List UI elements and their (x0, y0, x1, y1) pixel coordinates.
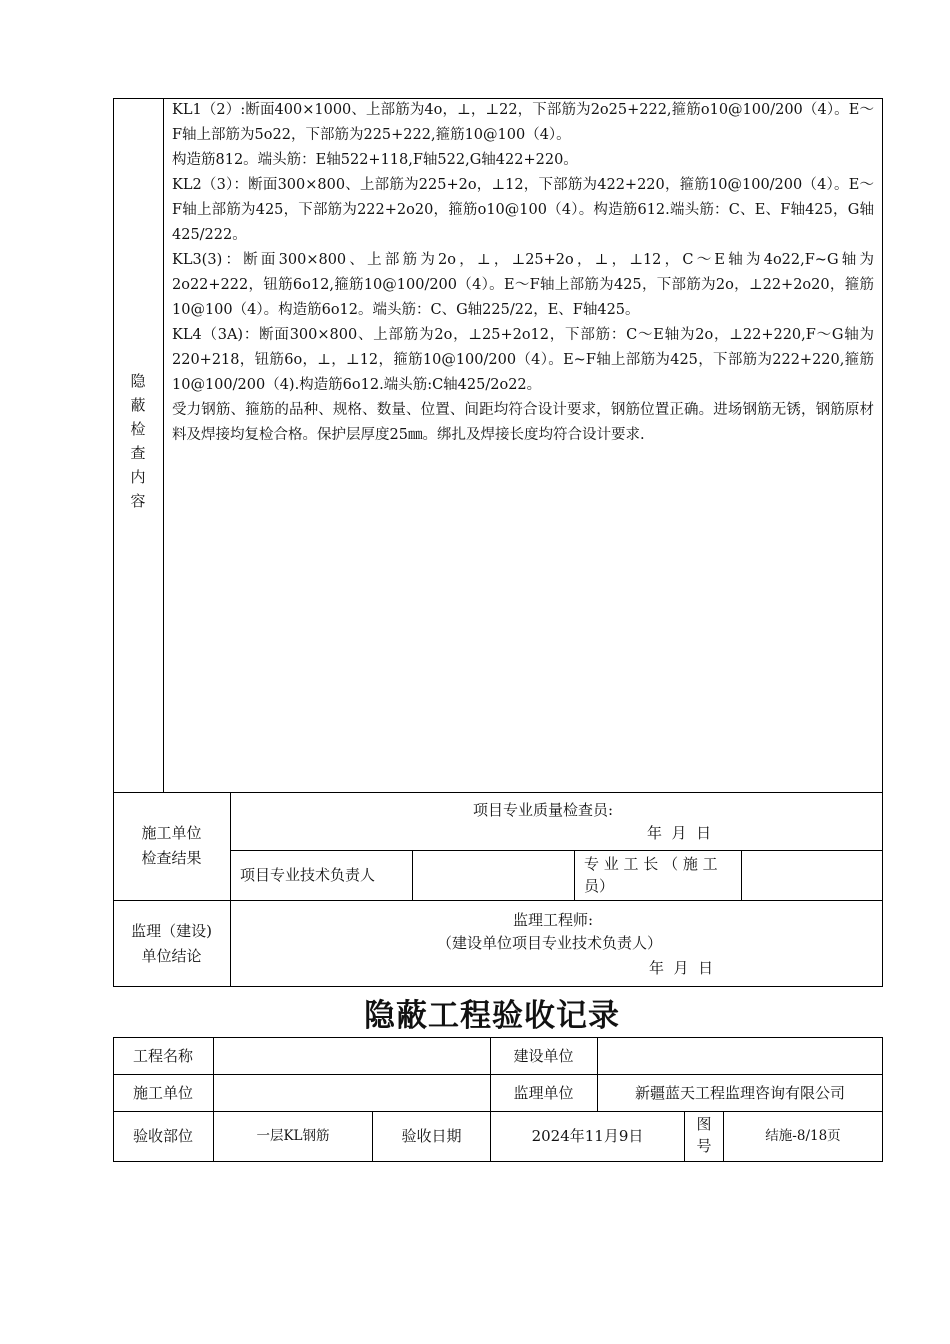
label-char: 检 (130, 420, 146, 438)
project-name-label: 工程名称 (132, 1047, 193, 1065)
foreman-label (584, 853, 736, 897)
content-paragraph: KL3(3)：断面300×800、上部筋为2ο，⊥，⊥25+2ο，⊥，⊥12，C～E轴为4ο22,F~G轴为2ο22+222，钮筋6ο12,箍筋10@100/200（4）。E～F轴上部筋为425，下部筋为2ο，⊥22+2ο20，箍筋10@100（4）。构造筋6ο12。端头筋：C、G轴225/22，E、F轴425。 (172, 252, 874, 318)
tech-lead-signature[interactable] (413, 851, 574, 900)
label-line: 检查结果 (141, 849, 202, 867)
label-line: 单位结论 (141, 947, 202, 965)
supervisor-value: 新疆蓝天工程监理咨询有限公司 (634, 1084, 845, 1102)
contractor-value[interactable] (214, 1082, 490, 1104)
date-value: 2024年11月9日 (531, 1127, 644, 1145)
content-paragraph: 构造筋812。端头筋：E轴522+118,F轴522,G轴422+220。 (172, 152, 578, 168)
supervision-label (113, 920, 230, 967)
construction-date-field: 年 月 日 (647, 824, 712, 842)
supervision-date-field: 年 月 日 (649, 959, 714, 977)
supervisor-label: 监理单位 (513, 1084, 574, 1102)
content-paragraph: 受力钢筋、箍筋的品种、规格、数量、位置、间距均符合设计要求，钢筋位置正确。进场钢筋无锈，钢筋原材料及焊接均复检合格。保护层厚度25㎜。绑扎及焊接长度均符合设计要求. (172, 402, 874, 443)
label-char: 蔽 (130, 396, 146, 414)
content-paragraph: KL2（3）：断面300×800、上部筋为225+2ο，⊥12，下部筋为422+220，箍筋10@100/200（4）。E～F轴上部筋为425，下部筋为222+2ο20，箍筋ο10@100（4）。构造筋612.端头筋：C、E、F轴425，G轴425/222。 (172, 177, 874, 243)
quality-inspector-field: 项目专业质量检查员: (473, 801, 614, 819)
label-line: 监理（建设) (131, 922, 212, 940)
page-title: 隐蔽工程验收记录 (364, 998, 620, 1034)
drawing-label (685, 1113, 723, 1157)
supervision-engineer-field: 监理工程师: (513, 911, 594, 929)
label-line: 员） (584, 877, 615, 895)
tech-lead-label: 项目专业技术负责人 (240, 866, 376, 884)
owner-lead-field: （建设单位项目专业技术负责人） (437, 934, 663, 952)
label-line: 图 (696, 1115, 712, 1133)
label-char: 隐 (130, 372, 146, 390)
content-paragraph: KL4（3A)：断面300×800、上部筋为2ο，⊥25+2ο12，下部筋：C～E轴为2ο，⊥22+220,F～G轴为220+218，钮筋6ο，⊥，⊥12，箍筋10@100/200（4）。E~F轴上部筋为425，下部筋为222+220,箍筋10@100/200（4).构造筋6ο12.端头筋:C轴425/2ο22。 (172, 327, 874, 393)
label-char: 容 (130, 492, 146, 510)
date-label: 验收日期 (401, 1127, 462, 1145)
foreman-signature[interactable] (742, 851, 882, 900)
drawing-value: 结施-8/18页 (765, 1128, 841, 1144)
owner-label: 建设单位 (513, 1047, 574, 1065)
owner-value[interactable] (598, 1045, 882, 1067)
content-paragraph: KL1（2）:断面400×1000、上部筋为4ο，⊥，⊥22，下部筋为2ο25+222,箍筋ο10@100/200（4）。E～F轴上部筋为5ο22，下部筋为225+222,箍筋10@100（4）。 (172, 102, 874, 143)
part-label: 验收部位 (132, 1127, 193, 1145)
label-char: 内 (130, 468, 146, 486)
part-value: 一层KL钢筋 (256, 1128, 330, 1144)
construction-result-label (113, 822, 230, 869)
label-line: 专 业 工 长 （ 施 工 (584, 855, 718, 873)
label-char: 查 (130, 444, 146, 462)
project-name-value[interactable] (214, 1045, 490, 1067)
contractor-label: 施工单位 (132, 1084, 193, 1102)
label-line: 施工单位 (141, 824, 202, 842)
label-line: 号 (696, 1137, 712, 1155)
inspection-content (172, 98, 874, 448)
